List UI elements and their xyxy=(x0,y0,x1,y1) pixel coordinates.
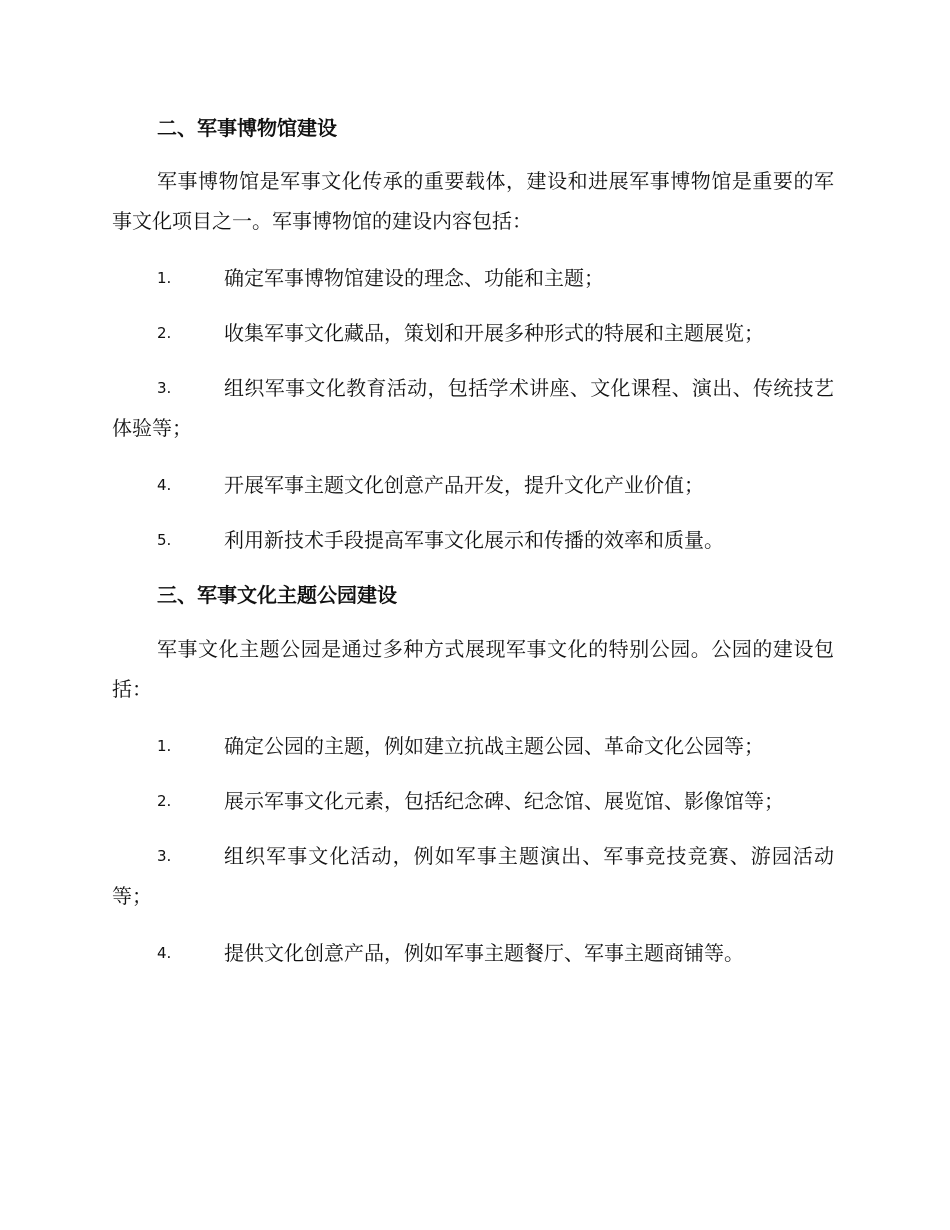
list-item-text: 展示军事文化元素，包括纪念碑、纪念馆、展览馆、影像馆等； xyxy=(224,789,784,813)
section-3-heading: 三、军事文化主题公园建设 xyxy=(157,583,397,607)
list-item-number: 1. xyxy=(157,269,172,287)
list-item xyxy=(112,313,834,353)
list-item-text: 提供文化创意产品，例如军事主题餐厅、军事主题商铺等。 xyxy=(224,941,744,965)
section-3-intro: 军事文化主题公园是通过多种方式展现军事文化的特别公园。公园的建设包括： xyxy=(112,637,834,701)
list-item-text: 确定公园的主题，例如建立抗战主题公园、革命文化公园等； xyxy=(224,734,764,758)
list-item xyxy=(112,933,834,973)
list-item-text: 收集军事文化藏品，策划和开展多种形式的特展和主题展览； xyxy=(224,321,764,345)
list-item-number: 4. xyxy=(157,476,172,494)
list-item xyxy=(112,520,834,560)
list-item-number: 2. xyxy=(157,792,172,810)
list-item-number: 2. xyxy=(157,324,172,342)
list-item-number: 4. xyxy=(157,944,172,962)
list-item xyxy=(112,258,834,298)
list-item xyxy=(112,836,834,916)
list-item-text: 利用新技术手段提高军事文化展示和传播的效率和质量。 xyxy=(224,528,724,552)
list-item-number: 3. xyxy=(157,379,172,397)
list-item xyxy=(112,781,834,821)
list-item-text: 开展军事主题文化创意产品开发，提升文化产业价值； xyxy=(224,473,704,497)
list-item xyxy=(112,368,834,448)
section-2-heading: 二、军事博物馆建设 xyxy=(157,116,337,140)
list-item-text: 组织军事文化教育活动，包括学术讲座、文化课程、演出、传统技艺体验等； xyxy=(112,376,834,440)
list-item-number: 1. xyxy=(157,737,172,755)
list-item-text: 确定军事博物馆建设的理念、功能和主题； xyxy=(224,266,604,290)
list-item-number: 5. xyxy=(157,531,172,549)
section-2-intro: 军事博物馆是军事文化传承的重要载体，建设和进展军事博物馆是重要的军事文化项目之一。军事博物馆的建设内容包括： xyxy=(112,169,834,233)
list-item xyxy=(112,726,834,766)
list-item xyxy=(112,465,834,505)
list-item-number: 3. xyxy=(157,847,172,865)
list-item-text: 组织军事文化活动，例如军事主题演出、军事竞技竞赛、游园活动等； xyxy=(112,844,834,908)
